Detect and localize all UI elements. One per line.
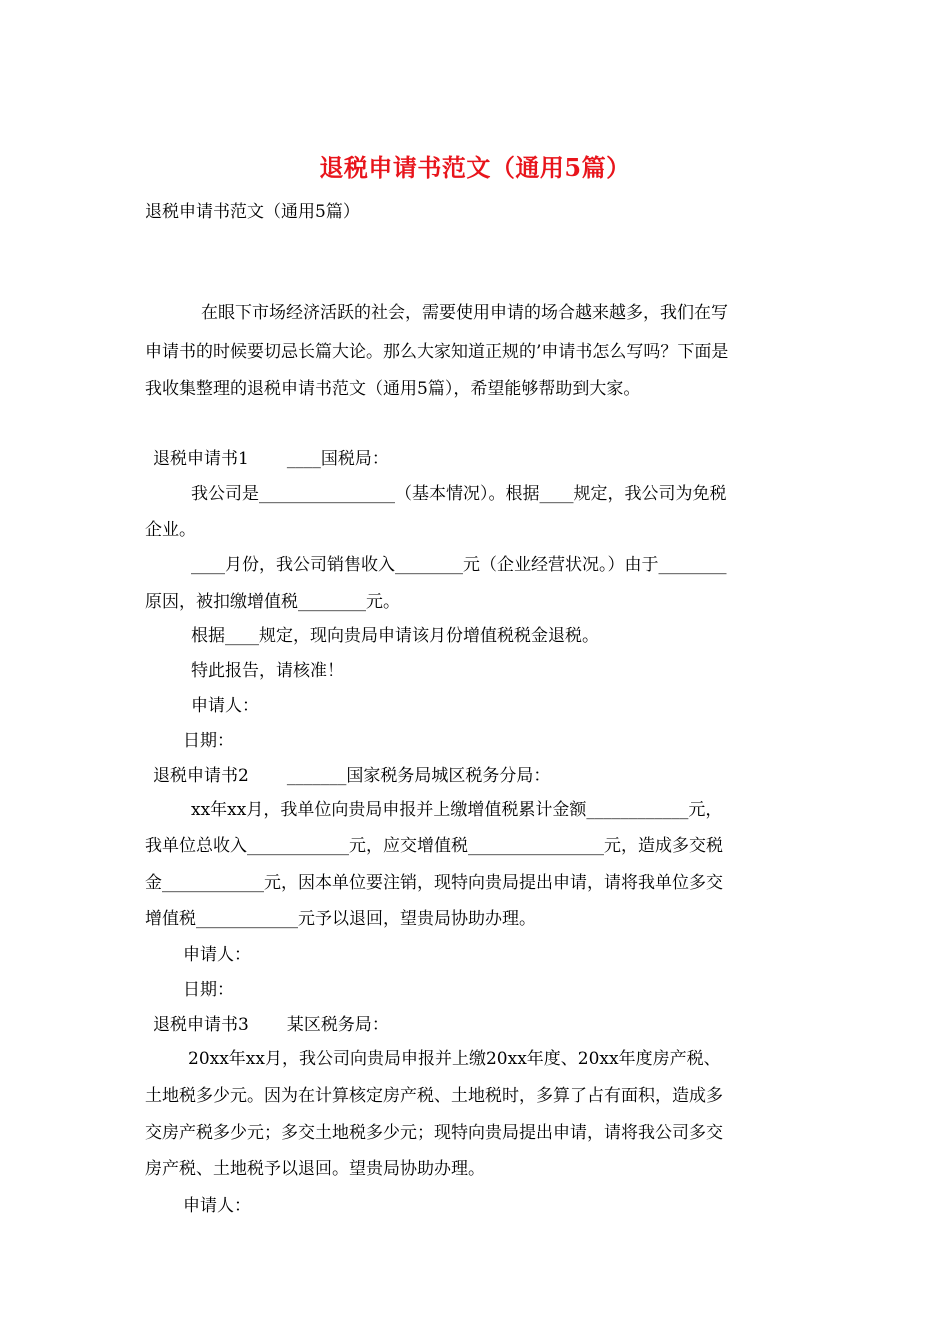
- letter2-header: [153, 764, 550, 788]
- letter1-line-5: 根据____规定，现向贵局申请该月份增值税税金退税。: [191, 626, 599, 646]
- letter3-line-1: 20xx年xx月，我公司向贵局申报并上缴20xx年度、20xx年度房产税、: [188, 1049, 721, 1069]
- letter3-header: [153, 1013, 389, 1037]
- letter2-applicant: 申请人：: [183, 945, 251, 965]
- letter2-date: 日期：: [183, 980, 234, 1000]
- letter3-line-2: 土地税多少元。因为在计算核定房产税、土地税时，多算了占有面积，造成多: [145, 1086, 723, 1106]
- document-title: 退税申请书范文（通用5篇）: [319, 153, 631, 182]
- letter1-addressee: ____国税局：: [286, 449, 389, 469]
- letter2-addressee: _______国家税务局城区税务分局：: [286, 766, 551, 786]
- letter1-header: [153, 447, 389, 471]
- letter2-line-1: xx年xx月，我单位向贵局申报并上缴增值税累计金额____________元，: [191, 800, 723, 820]
- letter2-line-4: 增值税____________元予以退回，望贵局协助办理。: [145, 909, 536, 929]
- letter1-line-2: 企业。: [145, 520, 196, 540]
- letter2-heading: 退税申请书2: [153, 766, 249, 786]
- document-subtitle: 退税申请书范文（通用5篇）: [145, 202, 360, 222]
- intro-line-2: 申请书的时候要切忌长篇大论。那么大家知道正规的’申请书怎么写吗？下面是: [145, 342, 729, 362]
- letter3-line-4: 房产税、土地税予以退回。望贵局协助办理。: [145, 1159, 485, 1179]
- letter3-applicant: 申请人：: [183, 1196, 251, 1216]
- letter1-heading: 退税申请书1: [153, 449, 249, 469]
- intro-line-1: 在眼下市场经济活跃的社会，需要使用申请的场合越来越多，我们在写: [201, 303, 728, 323]
- intro-line-3: 我收集整理的退税申请书范文（通用5篇），希望能够帮助到大家。: [145, 379, 641, 399]
- letter3-line-3: 交房产税多少元；多交土地税多少元；现特向贵局提出申请，请将我公司多交: [145, 1123, 723, 1143]
- letter1-applicant: 申请人：: [191, 696, 259, 716]
- letter1-date: 日期：: [183, 731, 234, 751]
- letter1-line-3: ____月份，我公司销售收入________元（企业经营状况。）由于________: [191, 555, 727, 575]
- letter1-line-1: 我公司是________________（基本情况）。根据____规定，我公司为免税: [191, 484, 727, 504]
- letter3-heading: 退税申请书3: [153, 1015, 249, 1035]
- letter1-line-6: 特此报告，请核准！: [191, 661, 344, 681]
- letter1-line-4: 原因，被扣缴增值税________元。: [145, 592, 400, 612]
- letter2-line-3: 金____________元，因本单位要注销，现特向贵局提出申请，请将我单位多交: [145, 873, 723, 893]
- letter2-line-2: 我单位总收入____________元，应交增值税________________元，造成多交税: [145, 836, 723, 856]
- letter3-addressee: 某区税务局：: [286, 1015, 389, 1035]
